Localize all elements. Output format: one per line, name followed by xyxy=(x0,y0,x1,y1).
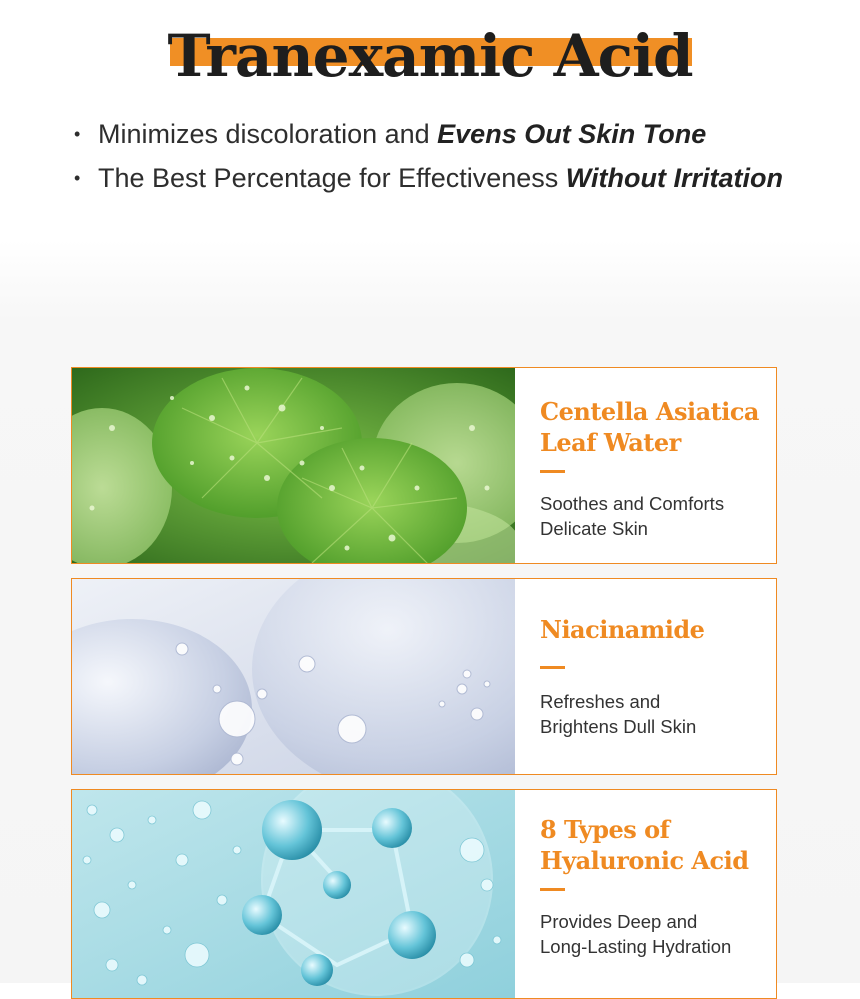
ingredient-card-niacinamide xyxy=(71,578,777,775)
centella-leaves-image xyxy=(72,368,515,563)
ingredient-description xyxy=(540,689,696,739)
ingredient-title xyxy=(540,814,749,876)
ingredient-title-line: Leaf Water xyxy=(540,428,681,457)
ingredient-card-hyaluronic xyxy=(71,789,777,999)
ingredient-card-centella xyxy=(71,367,777,564)
ingredient-text xyxy=(540,579,774,774)
ingredient-title-line: Centella Asiatica xyxy=(540,397,759,426)
list-item xyxy=(74,156,783,200)
divider xyxy=(540,470,565,473)
ingredient-text xyxy=(540,790,774,998)
divider xyxy=(540,666,565,669)
ingredient-desc-line: Refreshes and xyxy=(540,691,661,712)
bullet-emphasis: Evens Out Skin Tone xyxy=(437,119,707,149)
ingredient-text xyxy=(540,368,774,563)
bullet-text: Minimizes discoloration and xyxy=(98,119,438,149)
bullet-icon: • xyxy=(74,124,81,144)
divider xyxy=(540,888,565,891)
ingredient-desc-line: Soothes and Comforts xyxy=(540,493,725,514)
ingredient-description xyxy=(540,491,724,541)
ingredient-desc-line: Long-Lasting Hydration xyxy=(540,936,732,957)
molecule-bubble-image xyxy=(72,790,515,998)
bullet-text: The Best Percentage for Effectiveness xyxy=(98,163,566,193)
ingredient-title xyxy=(540,396,759,458)
page-title: Tranexamic Acid xyxy=(167,22,693,90)
ingredient-title-line: Hyaluronic Acid xyxy=(540,846,749,875)
ingredient-title-line: 8 Types of xyxy=(540,815,670,844)
bullet-icon: • xyxy=(74,168,81,188)
water-bubbles-image xyxy=(72,579,515,774)
ingredient-title-line: Niacinamide xyxy=(540,615,705,644)
benefit-list xyxy=(74,112,783,200)
bullet-emphasis: Without Irritation xyxy=(565,163,783,193)
ingredient-title xyxy=(540,614,704,645)
ingredient-desc-line: Brightens Dull Skin xyxy=(540,716,697,737)
ingredient-description xyxy=(540,909,731,959)
ingredient-desc-line: Delicate Skin xyxy=(540,518,648,539)
header xyxy=(0,22,860,90)
ingredient-desc-line: Provides Deep and xyxy=(540,911,698,932)
list-item xyxy=(74,112,783,156)
